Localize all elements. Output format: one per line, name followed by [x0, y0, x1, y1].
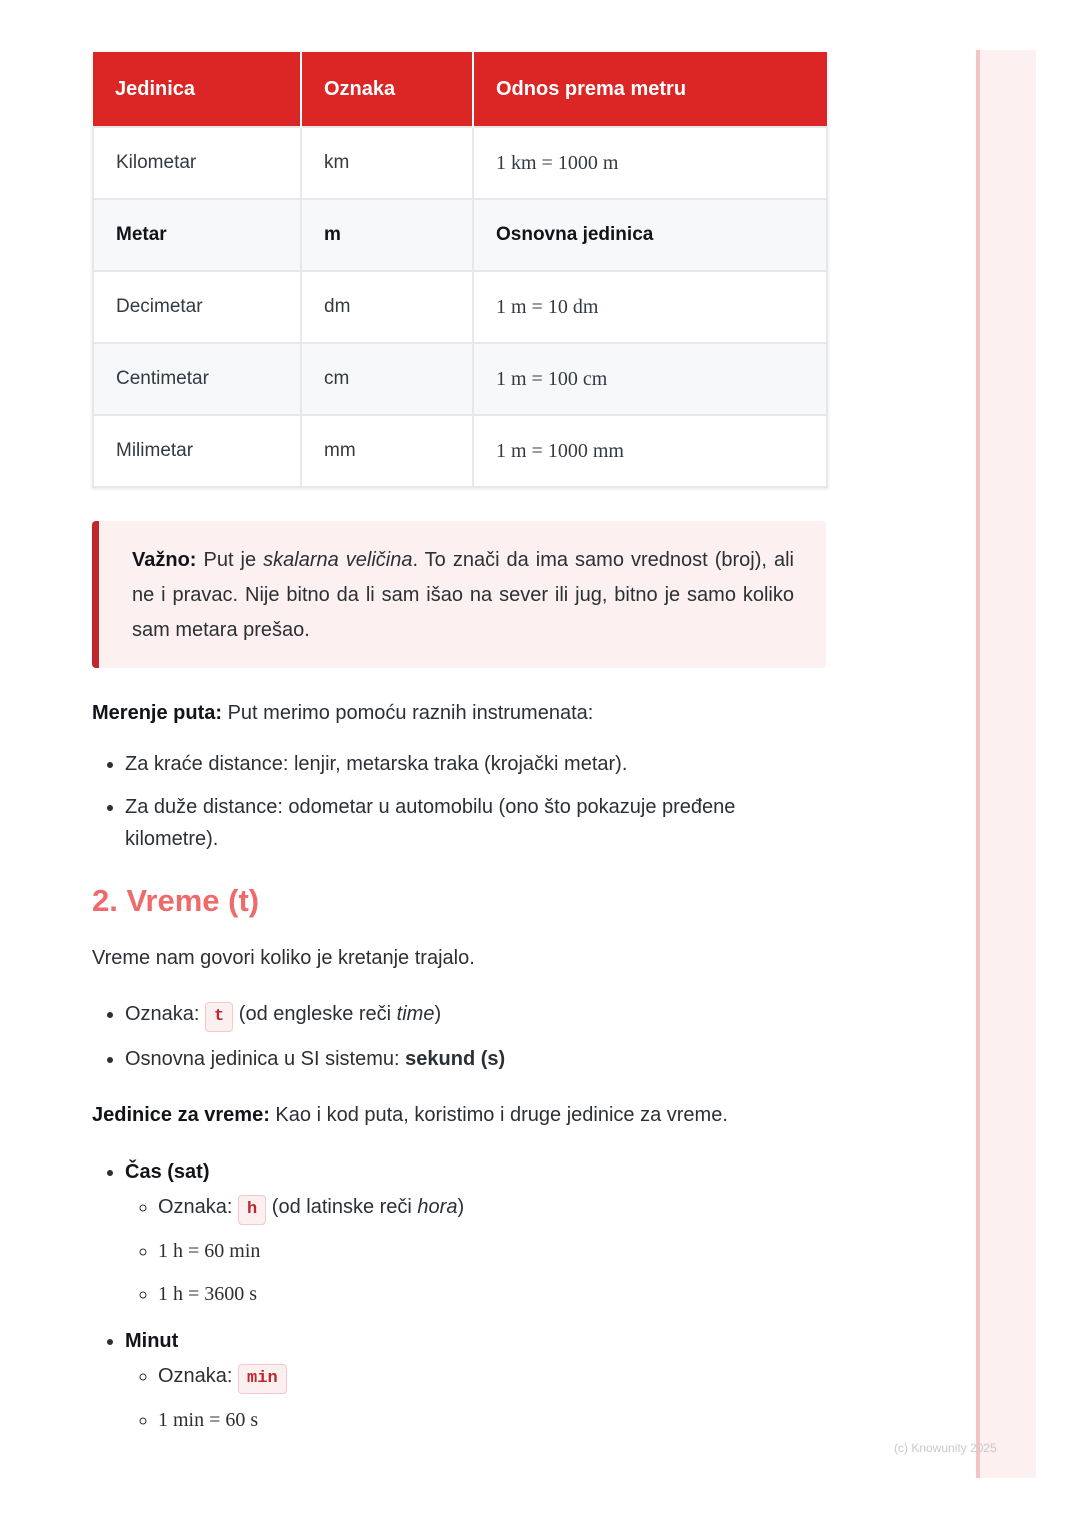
sidebar-band — [976, 50, 1036, 1478]
symbol-close: ) — [457, 1196, 465, 1218]
table-row — [93, 199, 827, 271]
measuring-label: Merenje puta: — [92, 702, 223, 724]
time-units-text: Kao i kod puta, koristimo i druge jedinice za vreme. — [269, 1104, 728, 1126]
callout-text: Put je — [196, 549, 264, 571]
table-cell: 1 km = 1000 m — [473, 127, 827, 199]
table-cell: mm — [301, 415, 473, 487]
sub-list-item: ◦ 1 h = 60 min — [158, 1234, 826, 1268]
symbol-label: Oznaka: — [158, 1196, 239, 1218]
sub-list — [125, 1359, 826, 1437]
table-cell: km — [301, 127, 473, 199]
time-units-paragraph — [92, 1100, 826, 1130]
list-item — [125, 1042, 826, 1076]
time-units-list — [92, 1156, 826, 1437]
list-item — [125, 1325, 826, 1437]
table-header-cell: Oznaka — [301, 52, 473, 127]
instruments-list — [92, 748, 826, 855]
symbol-word: hora — [417, 1196, 458, 1218]
callout-emphasis: skalarna veličina — [263, 549, 413, 571]
sub-list-item: ◦ 1 h = 3600 s — [158, 1277, 826, 1311]
copyright-footer: (c) Knowunity 2025 — [894, 1441, 997, 1455]
si-value: sekund (s) — [405, 1048, 506, 1070]
length-units-table — [92, 52, 828, 488]
table-cell: Osnovna jedinica — [473, 199, 827, 271]
list-item: • Za kraće distance: lenjir, metarska traka (krojački metar). — [125, 748, 826, 780]
code-tag: h — [238, 1195, 266, 1225]
unit-name: Minut — [125, 1330, 179, 1352]
sub-list-item — [158, 1190, 826, 1225]
symbol-origin: (od engleske reči — [233, 1003, 397, 1025]
measuring-paragraph — [92, 698, 826, 728]
table-header-cell: Odnos prema metru — [473, 52, 827, 127]
important-callout — [92, 521, 826, 668]
table-row — [93, 343, 827, 415]
list-item: • Za duže distance: odometar u automobilu (ono što pokazuje pređene kilometre). — [125, 791, 826, 855]
table-cell: Metar — [93, 199, 301, 271]
sub-list — [125, 1190, 826, 1311]
list-item — [125, 997, 826, 1032]
time-units-label: Jedinice za vreme: — [92, 1104, 270, 1126]
list-item — [125, 1156, 826, 1311]
callout-text: . To znači da ima samo vrednost (broj), ali ne i pravac. Nije bitno da li sam išao na sever ili jug, bitno je samo koliko sam metara prešao. — [132, 549, 794, 641]
callout-label: Važno: — [132, 549, 197, 571]
table-cell: Centimetar — [93, 343, 301, 415]
table-cell: dm — [301, 271, 473, 343]
time-symbol-list — [92, 997, 826, 1076]
table-cell: cm — [301, 343, 473, 415]
code-tag: t — [205, 1002, 233, 1032]
sub-list-item — [158, 1359, 826, 1394]
symbol-origin: (od latinske reči — [266, 1196, 418, 1218]
symbol-label: Oznaka: — [158, 1365, 239, 1387]
document-content — [92, 52, 826, 1451]
symbol-close: ) — [434, 1003, 442, 1025]
symbol-label: Oznaka: — [125, 1003, 206, 1025]
section-heading: 2. Vreme (t) — [92, 883, 260, 918]
unit-name: Čas (sat) — [125, 1161, 210, 1183]
table-cell: Decimetar — [93, 271, 301, 343]
code-tag: min — [238, 1364, 287, 1394]
table-header-row — [93, 52, 827, 127]
table-cell: 1 m = 10 dm — [473, 271, 827, 343]
si-label: Osnovna jedinica u SI sistemu: — [125, 1048, 406, 1070]
table-cell: 1 m = 100 cm — [473, 343, 827, 415]
table-row — [93, 127, 827, 199]
table-row — [93, 271, 827, 343]
table-cell: Milimetar — [93, 415, 301, 487]
table-cell: m — [301, 199, 473, 271]
symbol-word: time — [396, 1003, 435, 1025]
table-row — [93, 415, 827, 487]
time-intro: Vreme nam govori koliko je kretanje trajalo. — [92, 947, 475, 969]
table-cell: 1 m = 1000 mm — [473, 415, 827, 487]
measuring-text: Put merimo pomoću raznih instrumenata: — [222, 702, 594, 724]
sub-list-item: ◦ 1 min = 60 s — [158, 1403, 826, 1437]
table-header-cell: Jedinica — [93, 52, 301, 127]
table-cell: Kilometar — [93, 127, 301, 199]
